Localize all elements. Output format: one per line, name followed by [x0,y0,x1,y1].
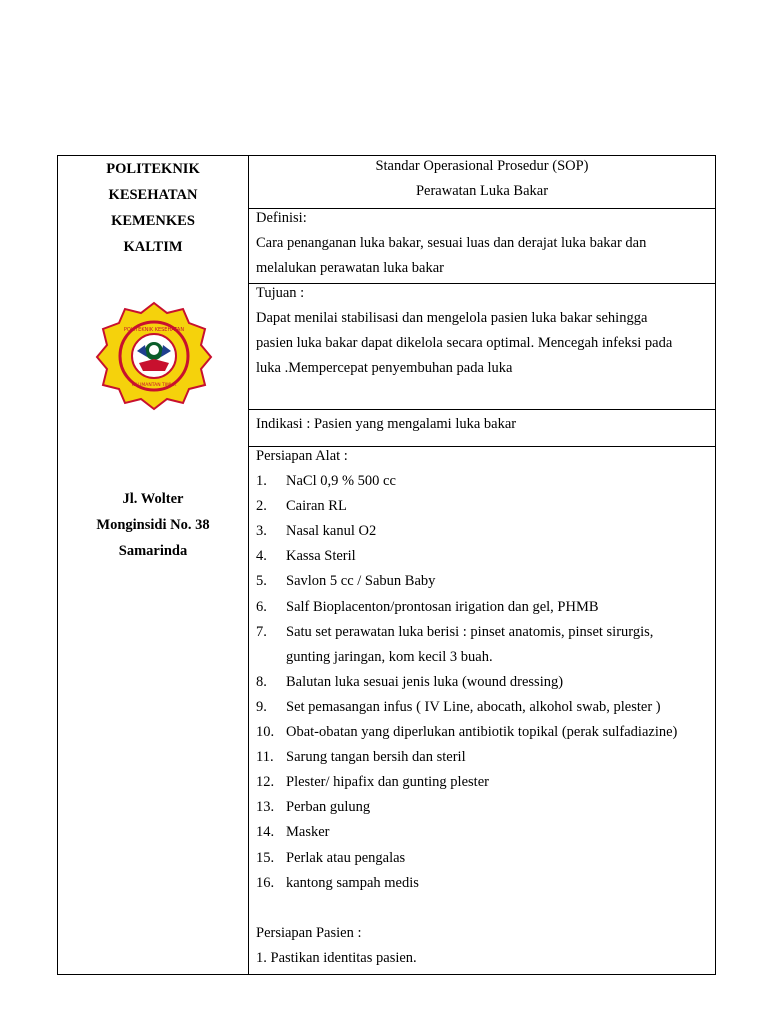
column-divider [248,156,249,974]
list-item-number: 10. [256,724,275,740]
list-item [256,544,356,569]
list-item-number: 4. [256,548,267,565]
list-item-number: 1. [256,473,267,489]
list-item [256,720,677,745]
list-item [256,494,347,519]
list-item-number: 7. [256,623,267,640]
list-item [256,595,599,620]
row-divider [249,208,715,209]
logo-text-bottom: KALIMANTAN TIMUR [131,383,177,388]
row-divider [249,283,715,284]
list-item [256,745,466,770]
list-item-text: gunting jaringan, kom kecil 3 buah. [286,648,493,665]
list-item-text: Sarung tangan bersih dan steril [286,749,466,766]
list-item-number: 11. [256,749,274,766]
list-item-text: Balutan luka sesuai jenis luka (wound dressing) [286,673,564,690]
tujuan-label: Tujuan : [256,285,305,301]
sop-subtitle: Perawatan Luka Bakar [415,183,549,199]
list-item-text: Savlon 5 cc / Sabun Baby [286,573,436,590]
list-item [256,670,563,695]
sop-table [57,155,716,975]
row-divider [249,409,715,410]
institution-line-4: KALTIM [123,239,183,255]
list-item-number: 3. [256,523,267,540]
list-item [256,695,661,720]
list-item-text: Nasal kanul O2 [286,523,377,540]
list-item [256,846,405,871]
list-item [256,820,330,845]
list-item-text: Perlak atau pengalas [286,849,406,866]
tujuan-line-2: pasien luka bakar dapat dikelola secara optimal. Mencegah infeksi pada [256,335,673,351]
list-item-text: Kassa Steril [286,548,356,565]
list-item-text: Salf Bioplacenton/prontosan irigation dan gel, PHMB [286,598,599,615]
list-item [256,620,653,645]
list-item [256,569,435,594]
list-item-text: kantong sampah medis [286,874,419,891]
list-item [256,519,376,544]
definisi-line-2: melalukan perawatan luka bakar [256,260,445,276]
list-item-number: 12. [256,774,275,791]
definisi-line-1: Cara penanganan luka bakar, sesuai luas dan derajat luka bakar dan [256,235,647,251]
list-item-number: 2. [256,498,267,515]
address-line-2: Monginsidi No. 38 [96,517,210,533]
list-item-number: 14. [256,824,275,841]
address-line-3: Samarinda [118,543,188,559]
definisi-label: Definisi: [256,210,307,226]
list-item [256,795,370,820]
list-item-number: 15. [256,849,275,866]
list-item-text: Obat-obatan yang diperlukan antibiotik topikal (perak sulfadiazine) [286,724,678,740]
institution-logo [95,301,213,411]
list-item [256,469,396,494]
list-item-text: Set pemasangan infus ( IV Line, abocath, alkohol swab, plester ) [286,698,661,715]
institution-line-3: KEMENKES [111,213,195,229]
institution-line-1: POLITEKNIK [106,161,200,177]
list-item-text: Satu set perawatan luka berisi : pinset anatomis, pinset sirurgis, [286,623,654,640]
list-item [256,770,489,795]
list-item-text: Masker [286,824,330,841]
institution-line-2: KESEHATAN [108,187,198,203]
tujuan-line-1: Dapat menilai stabilisasi dan mengelola pasien luka bakar sehingga [256,310,648,326]
list-item-text: Cairan RL [286,498,347,515]
indikasi-text: Indikasi : Pasien yang mengalami luka bakar [256,416,517,432]
logo-text-top: POLITEKNIK KESEHATAN [123,327,185,333]
persiapan-alat-label: Persiapan Alat : [256,448,348,464]
list-item-text: Perban gulung [286,799,371,816]
address-line-1: Jl. Wolter [122,491,184,507]
sop-title: Standar Operasional Prosedur (SOP) [375,158,589,174]
list-item-number: 8. [256,673,267,690]
persiapan-pasien-label: Persiapan Pasien : [256,925,362,941]
persiapan-pasien-item-1: 1. Pastikan identitas pasien. [256,950,417,966]
list-item [256,645,493,670]
list-item-number: 6. [256,598,267,615]
list-item-number: 5. [256,573,267,590]
list-item-number: 9. [256,698,267,715]
list-item-text: NaCl 0,9 % 500 cc [286,473,396,489]
list-item-text: Plester/ hipafix dan gunting plester [286,774,489,791]
list-item-number: 16. [256,874,275,891]
list-item [256,871,419,896]
tujuan-line-3: luka .Mempercepat penyembuhan pada luka [256,360,513,376]
list-item-number: 13. [256,799,275,816]
